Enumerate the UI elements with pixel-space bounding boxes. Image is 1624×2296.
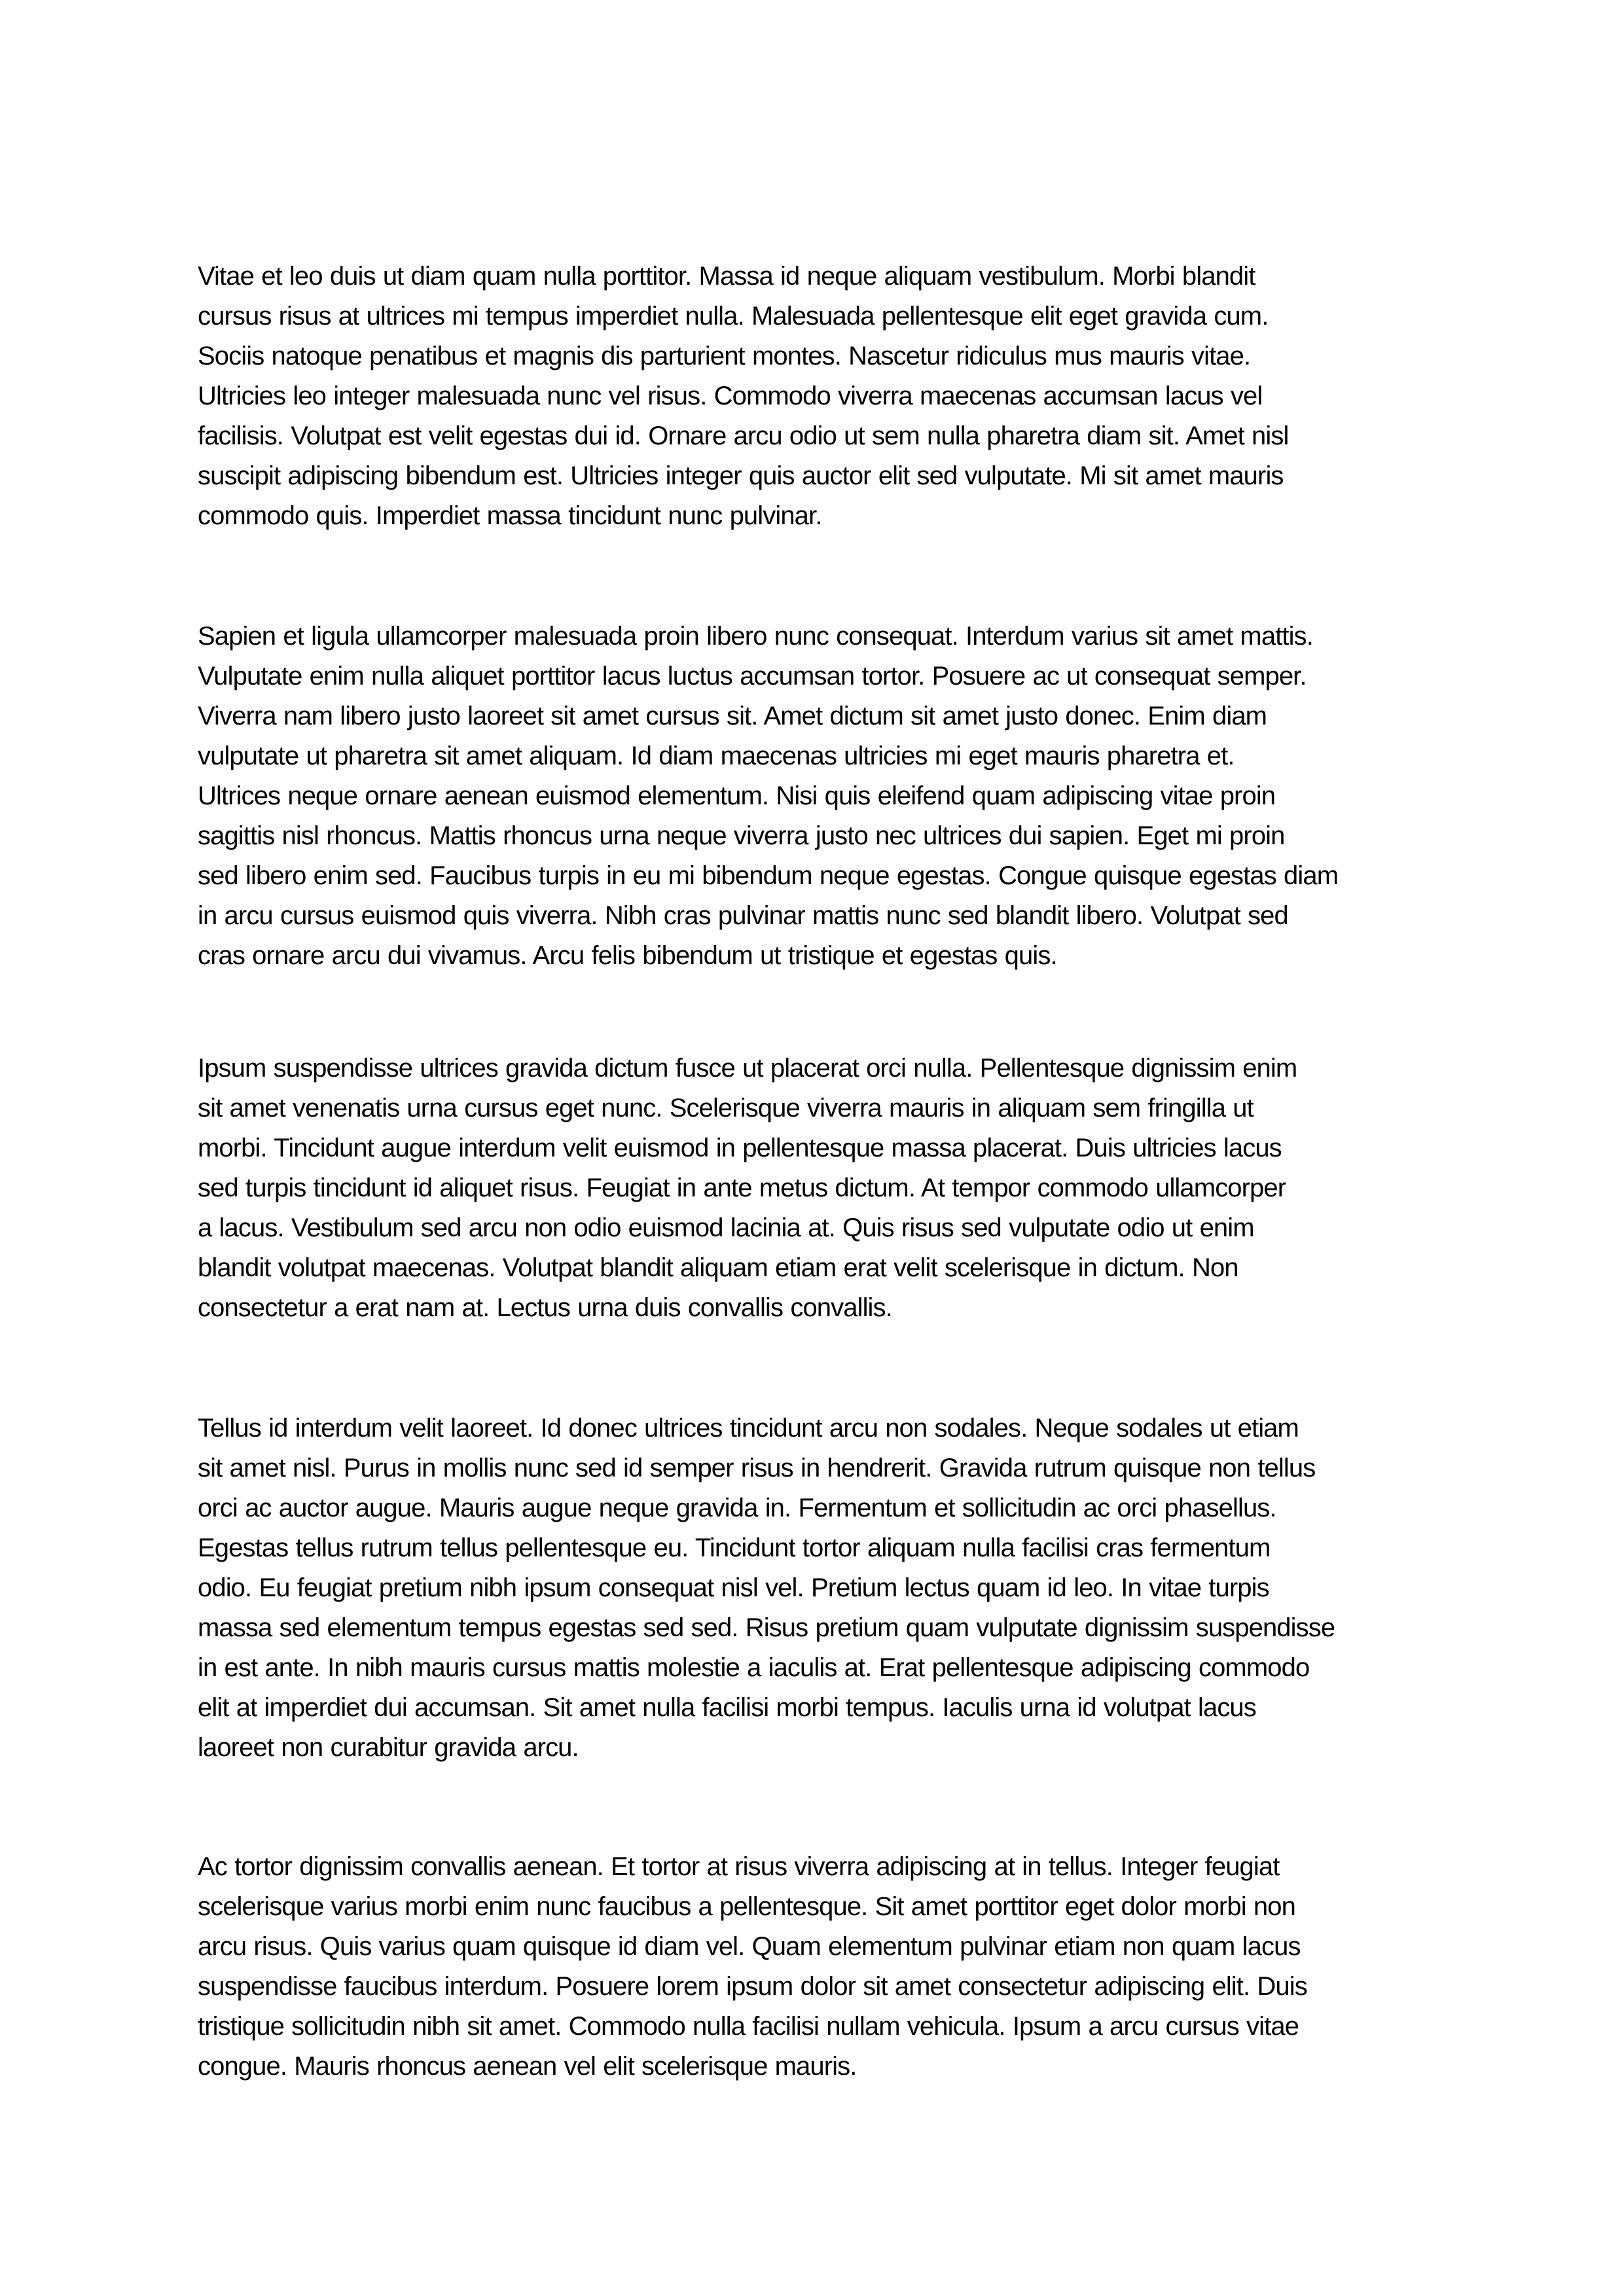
text-line: Viverra nam libero justo laoreet sit amet cursus sit. Amet dictum sit amet justo donec. Enim diam xyxy=(198,702,1267,730)
text-line: massa sed elementum tempus egestas sed sed. Risus pretium quam vulputate dignissim suspendisse xyxy=(198,1613,1335,1642)
text-line: arcu risus. Quis varius quam quisque id diam vel. Quam elementum pulvinar etiam non quam lacus xyxy=(198,1932,1301,1961)
text-line: Vulputate enim nulla aliquet porttitor lacus luctus accumsan tortor. Posuere ac ut consequat semper. xyxy=(198,662,1307,691)
text-line: facilisis. Volutpat est velit egestas dui id. Ornare arcu odio ut sem nulla pharetra diam sit. Amet nisl xyxy=(198,422,1289,450)
text-line: congue. Mauris rhoncus aenean vel elit scelerisque mauris. xyxy=(198,2052,857,2081)
text-line: a lacus. Vestibulum sed arcu non odio euismod lacinia at. Quis risus sed vulputate odio ut enim xyxy=(198,1213,1254,1242)
text-line: commodo quis. Imperdiet massa tincidunt nunc pulvinar. xyxy=(198,501,822,530)
text-line: in arcu cursus euismod quis viverra. Nibh cras pulvinar mattis nunc sed blandit libero. Volutpat sed xyxy=(198,901,1288,930)
text-line: in est ante. In nibh mauris cursus mattis molestie a iaculis at. Erat pellentesque adipiscing commodo xyxy=(198,1653,1310,1682)
paragraph xyxy=(198,1847,1307,2087)
text-line: sagittis nisl rhoncus. Mattis rhoncus urna neque viverra justo nec ultrices dui sapien. Eget mi proin xyxy=(198,821,1285,850)
paragraph xyxy=(198,1049,1297,1328)
text-line: suscipit adipiscing bibendum est. Ultricies integer quis auctor elit sed vulputate. Mi sit amet mauris xyxy=(198,461,1284,490)
text-line: odio. Eu feugiat pretium nibh ipsum consequat nisl vel. Pretium lectus quam id leo. In vitae turpis xyxy=(198,1573,1269,1602)
text-line: sed turpis tincidunt id aliquet risus. Feugiat in ante metus dictum. At tempor commodo ullamcorper xyxy=(198,1174,1286,1202)
text-line: vulputate ut pharetra sit amet aliquam. Id diam maecenas ultricies mi eget mauris pharetra et. xyxy=(198,742,1235,770)
text-line: Ipsum suspendisse ultrices gravida dictum fusce ut placerat orci nulla. Pellentesque dignissim enim xyxy=(198,1054,1297,1083)
text-line: Ultricies leo integer malesuada nunc vel risus. Commodo viverra maecenas accumsan lacus vel xyxy=(198,382,1263,410)
text-line: Vitae et leo duis ut diam quam nulla porttitor. Massa id neque aliquam vestibulum. Morbi blandit xyxy=(198,262,1255,291)
text-line: Sociis natoque penatibus et magnis dis parturient montes. Nascetur ridiculus mus mauris vitae. xyxy=(198,342,1251,370)
text-line: cursus risus at ultrices mi tempus imperdiet nulla. Malesuada pellentesque elit eget gravida cum. xyxy=(198,302,1269,331)
paragraph xyxy=(198,257,1288,536)
text-line: scelerisque varius morbi enim nunc faucibus a pellentesque. Sit amet porttitor eget dolor morbi non xyxy=(198,1892,1295,1921)
text-line: sit amet venenatis urna cursus eget nunc. Scelerisque viverra mauris in aliquam sem fringilla ut xyxy=(198,1094,1254,1122)
text-line: Sapien et ligula ullamcorper malesuada proin libero nunc consequat. Interdum varius sit amet mattis. xyxy=(198,622,1313,651)
text-line: suspendisse faucibus interdum. Posuere lorem ipsum dolor sit amet consectetur adipiscing elit. Duis xyxy=(198,1972,1307,2001)
text-line: orci ac auctor augue. Mauris augue neque gravida in. Fermentum et sollicitudin ac orci phasellus. xyxy=(198,1494,1276,1522)
text-line: morbi. Tincidunt augue interdum velit euismod in pellentesque massa placerat. Duis ultricies lacus xyxy=(198,1134,1282,1162)
text-line: consectetur a erat nam at. Lectus urna duis convallis convallis. xyxy=(198,1293,892,1322)
text-line: Tellus id interdum velit laoreet. Id donec ultrices tincidunt arcu non sodales. Neque sodales ut etiam xyxy=(198,1414,1299,1443)
paragraph xyxy=(198,617,1338,976)
text-line: tristique sollicitudin nibh sit amet. Commodo nulla facilisi nullam vehicula. Ipsum a arcu cursus vitae xyxy=(198,2012,1299,2041)
text-line: sed libero enim sed. Faucibus turpis in eu mi bibendum neque egestas. Congue quisque egestas diam xyxy=(198,861,1339,890)
text-line: blandit volutpat maecenas. Volutpat blandit aliquam etiam erat velit scelerisque in dictum. Non xyxy=(198,1253,1238,1282)
text-line: Ultrices neque ornare aenean euismod elementum. Nisi quis eleifend quam adipiscing vitae proin xyxy=(198,781,1276,810)
text-line: laoreet non curabitur gravida arcu. xyxy=(198,1733,579,1762)
text-line: cras ornare arcu dui vivamus. Arcu felis bibendum ut tristique et egestas quis. xyxy=(198,941,1057,970)
text-line: Egestas tellus rutrum tellus pellentesque eu. Tincidunt tortor aliquam nulla facilisi cras fermentum xyxy=(198,1534,1271,1562)
text-line: elit at imperdiet dui accumsan. Sit amet nulla facilisi morbi tempus. Iaculis urna id volutpat lacus xyxy=(198,1693,1256,1722)
text-line: sit amet nisl. Purus in mollis nunc sed id semper risus in hendrerit. Gravida rutrum quisque non tellus xyxy=(198,1454,1316,1482)
paragraph xyxy=(198,1408,1335,1768)
text-line: Ac tortor dignissim convallis aenean. Et tortor at risus viverra adipiscing at in tellus. Integer feugiat xyxy=(198,1852,1280,1881)
